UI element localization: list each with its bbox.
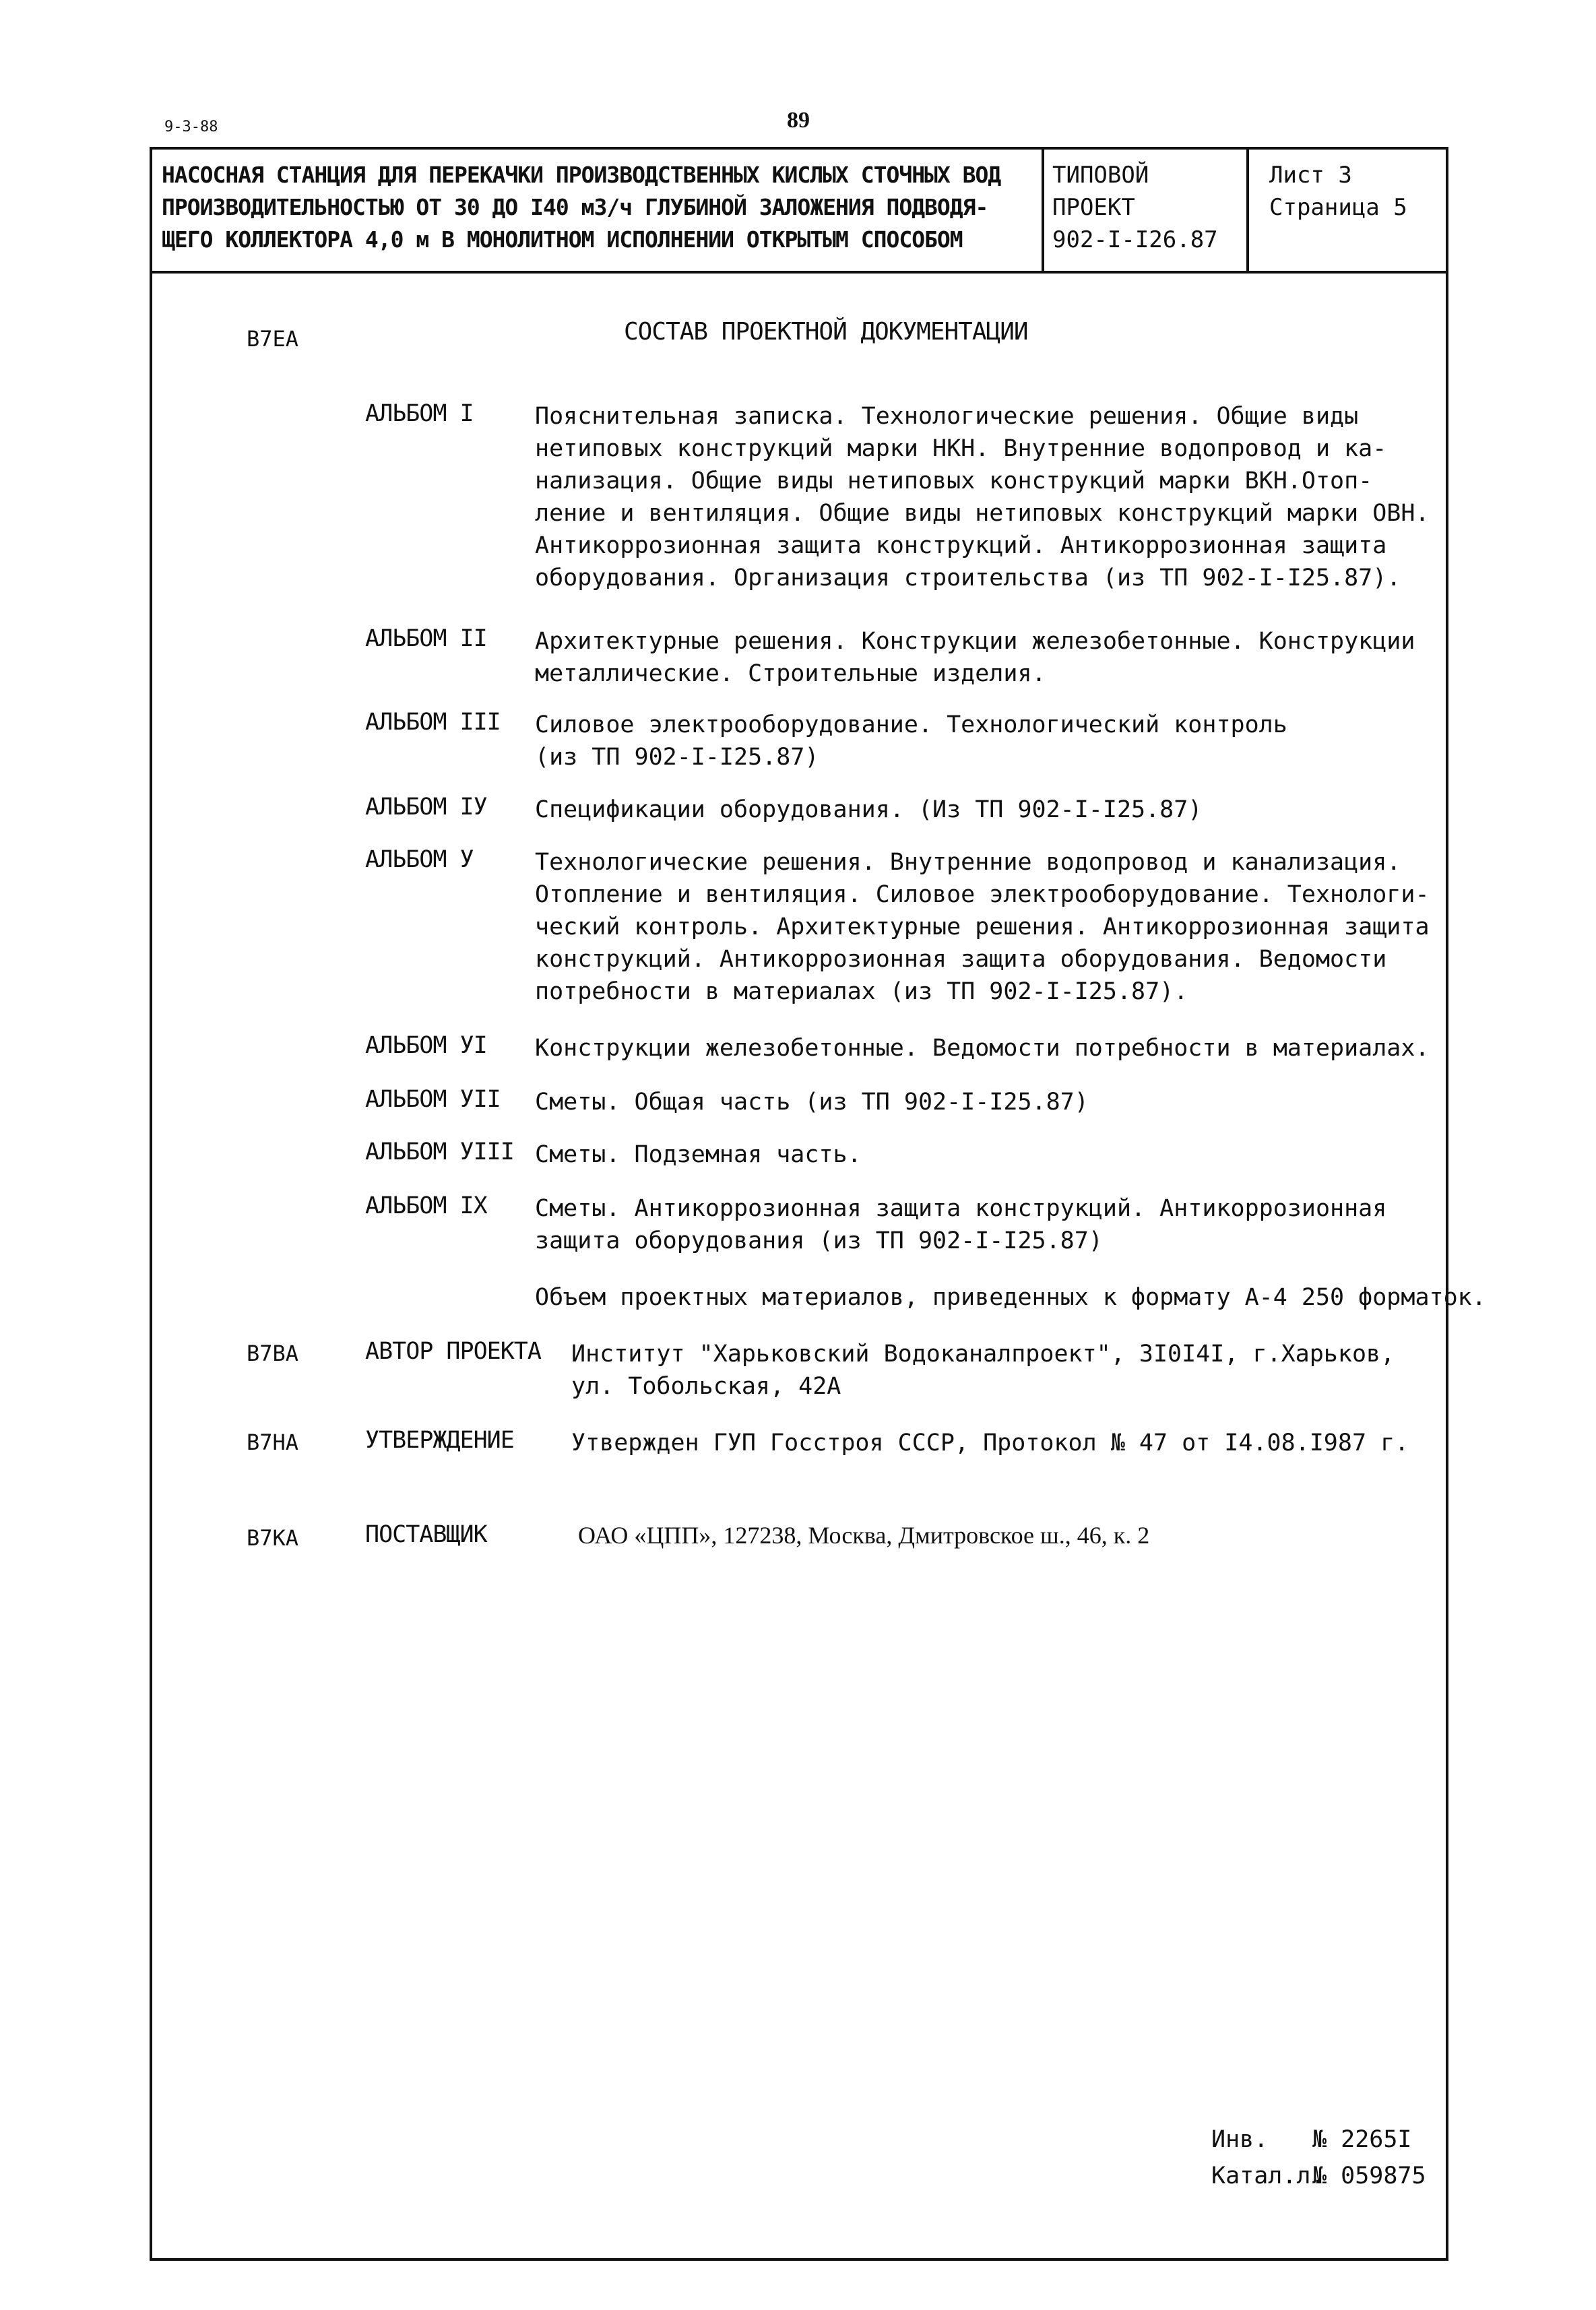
project-label: ТИПОВОЙ ПРОЕКТ (1052, 162, 1149, 221)
album-line: Антикоррозионная защита конструкций. Антикоррозионная защита (535, 532, 1387, 559)
album-label: АЛЬБОМ III (365, 709, 501, 736)
album-label: АЛЬБОМ I (365, 400, 474, 427)
page-number: 89 (787, 108, 810, 133)
info-line: ул. Тобольская, 42А (571, 1373, 841, 1400)
album-line: Сметы. Антикоррозионная защита конструкций. Антикоррозионная (535, 1195, 1387, 1222)
page-label: Страница 5 (1269, 194, 1407, 221)
album-line: нетиповых конструкций марки НКН. Внутренние водопровод и ка- (535, 435, 1387, 462)
album-line: ление и вентиляция. Общие виды нетиповых конструкций марки ОВН. (535, 500, 1430, 527)
album-line: Силовое электрооборудование. Технологический контроль (535, 711, 1287, 738)
album-description (535, 400, 1430, 594)
project-cell (1044, 150, 1249, 271)
album-line: оборудования. Организация строительства (из ТП 902-I-I25.87). (535, 565, 1401, 591)
catalog-label: Катал.л. (1211, 2162, 1325, 2189)
info-label-approval: УТВЕРЖДЕНИЕ (365, 1427, 514, 1454)
album-line: конструкций. Антикоррозионная защита оборудования. Ведомости (535, 946, 1387, 973)
inventory-number: № 2265I (1312, 2126, 1412, 2153)
album-description (535, 794, 1202, 826)
album-line: Сметы. Подземная часть. (535, 1141, 862, 1168)
composition-heading: СОСТАВ ПРОЕКТНОЙ ДОКУМЕНТАЦИИ (624, 318, 1028, 346)
album-line: Отопление и вентиляция. Силовое электрооборудование. Технологи- (535, 881, 1430, 908)
album-line: Сметы. Общая часть (из ТП 902-I-I25.87) (535, 1089, 1089, 1116)
sheet-number: Лист 3 (1269, 162, 1352, 189)
album-line: Технологические решения. Внутренние водопровод и канализация. (535, 849, 1401, 876)
info-value-author (571, 1338, 1395, 1403)
album-label: АЛЬБОМ У (365, 846, 474, 873)
album-description (535, 1192, 1386, 1257)
volume-note: Объем проектных материалов, приведенных к формату А-4 250 форматок. (535, 1284, 1486, 1311)
project-number: 902-I-I26.87 (1052, 226, 1218, 253)
title-line: ПРОИЗВОДИТЕЛЬНОСТЬЮ ОТ 30 ДО I40 м3/ч ГЛУБИНОЙ ЗАЛОЖЕНИЯ ПОДВОДЯ- (162, 194, 988, 220)
document-frame (150, 147, 1486, 2261)
album-label: АЛЬБОМ II (365, 625, 487, 652)
info-code: В7НА (247, 1430, 299, 1455)
album-label: АЛЬБОМ IУ (365, 794, 487, 821)
composition-code: В7ЕА (247, 326, 299, 352)
album-line: (из ТП 902-I-I25.87) (535, 744, 819, 771)
info-line: Институт "Харьковский Водоканалпроект", 3I0I4I, г.Харьков, (571, 1341, 1395, 1368)
album-description (535, 1086, 1089, 1118)
album-description (535, 709, 1287, 773)
album-line: Спецификации оборудования. (Из ТП 902-I-I25.87) (535, 796, 1203, 823)
album-line: металлические. Строительные изделия. (535, 660, 1046, 687)
info-value-supplier: ОАО «ЦПП», 127238, Москва, Дмитровское ш., 46, к. 2 (578, 1522, 1150, 1549)
catalog-number: № 059875 (1312, 2162, 1426, 2189)
album-line: Конструкции железобетонные. Ведомости потребности в материалах. (535, 1035, 1430, 1062)
info-code: В7КА (247, 1525, 299, 1551)
album-line: защита оборудования (из ТП 902-I-I25.87) (535, 1227, 1103, 1254)
title-block (152, 150, 1446, 274)
album-line: ческий контроль. Архитектурные решения. Антикоррозионная защита (535, 913, 1430, 940)
album-description (535, 1032, 1430, 1064)
sheet-cell (1249, 150, 1451, 271)
album-description (535, 1138, 862, 1171)
info-code: В7ВА (247, 1341, 299, 1366)
album-description (535, 625, 1415, 690)
inventory-label: Инв. (1211, 2126, 1269, 2153)
title-cell (152, 150, 1044, 271)
album-line: нализация. Общие виды нетиповых конструкций марки ВКН.Отоп- (535, 468, 1373, 494)
title-line: НАСОСНАЯ СТАНЦИЯ ДЛЯ ПЕРЕКАЧКИ ПРОИЗВОДСТВЕННЫХ КИСЛЫХ СТОЧНЫХ ВОД (162, 162, 1001, 188)
album-label: АЛЬБОМ IX (365, 1192, 487, 1219)
info-value-approval: Утвержден ГУП Госстроя СССР, Протокол № 47 от I4.08.I987 г. (571, 1430, 1409, 1456)
album-line: потребности в материалах (из ТП 902-I-I25.87). (535, 978, 1188, 1005)
album-description (535, 846, 1430, 1008)
album-label: АЛЬБОМ УIII (365, 1138, 514, 1165)
info-label-supplier: ПОСТАВЩИК (365, 1521, 487, 1548)
album-line: Пояснительная записка. Технологические решения. Общие виды (535, 403, 1359, 430)
album-label: АЛЬБОМ УI (365, 1032, 487, 1059)
album-label: АЛЬБОМ УII (365, 1086, 501, 1113)
info-label-author: АВТОР ПРОЕКТА (365, 1338, 541, 1365)
title-line: ЩЕГО КОЛЛЕКТОРА 4,0 м В МОНОЛИТНОМ ИСПОЛНЕНИИ ОТКРЫТЫМ СПОСОБОМ (162, 226, 963, 253)
album-line: Архитектурные решения. Конструкции железобетонные. Конструкции (535, 628, 1415, 655)
header-left-code: 9-3-88 (164, 119, 218, 135)
